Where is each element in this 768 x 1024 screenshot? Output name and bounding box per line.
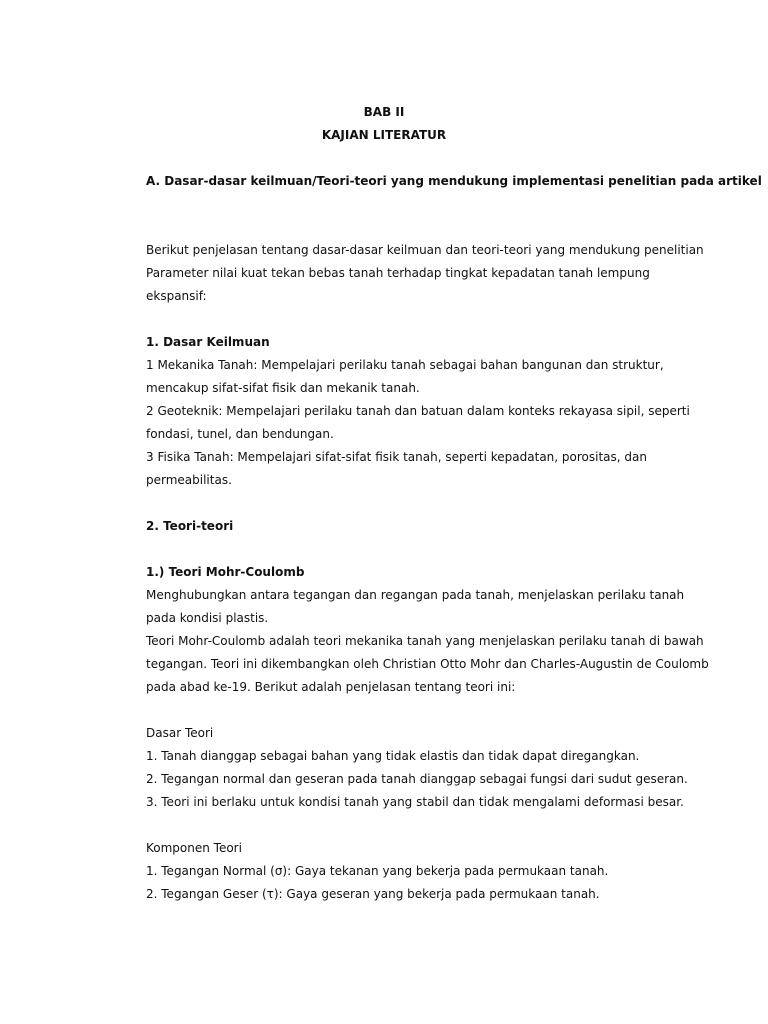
dasar-line-3: 2 Geoteknik: Mempelajari perilaku tanah dan batuan dalam konteks rekayasa sipil, seperti (146, 404, 690, 418)
dasar-teori-item-3: 3. Teori ini berlaku untuk kondisi tanah yang stabil dan tidak mengalami deformasi besar. (146, 795, 684, 809)
chapter-heading: BAB II (363, 105, 405, 119)
dasar-teori-title: Dasar Teori (146, 726, 214, 740)
chapter-title: KAJIAN LITERATUR (321, 128, 447, 142)
mohr-line-3: Teori Mohr-Coulomb adalah teori mekanika tanah yang menjelaskan perilaku tanah di bawah (146, 634, 704, 648)
dasar-line-5: 3 Fisika Tanah: Mempelajari sifat-sifat fisik tanah, seperti kepadatan, porositas, dan (146, 450, 647, 464)
komponen-item-2: 2. Tegangan Geser (τ): Gaya geseran yang bekerja pada permukaan tanah. (146, 887, 600, 901)
komponen-teori-title: Komponen Teori (146, 841, 242, 855)
dasar-line-6: permeabilitas. (146, 473, 232, 487)
heading-teori-teori: 2. Teori-teori (146, 519, 234, 533)
mohr-line-4: tegangan. Teori ini dikembangkan oleh Christian Otto Mohr dan Charles-Augustin de Coulomb (146, 657, 709, 671)
dasar-line-1: 1 Mekanika Tanah: Mempelajari perilaku tanah sebagai bahan bangunan dan struktur, (146, 358, 664, 372)
heading-dasar-keilmuan: 1. Dasar Keilmuan (146, 335, 270, 349)
dasar-line-4: fondasi, tunel, dan bendungan. (146, 427, 334, 441)
dasar-line-2: mencakup sifat-sifat fisik dan mekanik tanah. (146, 381, 420, 395)
mohr-line-5: pada abad ke-19. Berikut adalah penjelasan tentang teori ini: (146, 680, 516, 694)
mohr-line-2: pada kondisi plastis. (146, 611, 269, 625)
intro-line-2: Parameter nilai kuat tekan bebas tanah terhadap tingkat kepadatan tanah lempung (146, 266, 650, 280)
section-a-heading: A. Dasar-dasar keilmuan/Teori-teori yang mendukung implementasi penelitian pada artikel (146, 174, 762, 188)
dasar-teori-item-1: 1. Tanah dianggap sebagai bahan yang tidak elastis dan tidak dapat diregangkan. (146, 749, 640, 763)
komponen-item-1: 1. Tegangan Normal (σ): Gaya tekanan yang bekerja pada permukaan tanah. (146, 864, 609, 878)
intro-line-3: ekspansif: (146, 289, 207, 303)
heading-mohr-coulomb: 1.) Teori Mohr-Coulomb (146, 565, 305, 579)
dasar-teori-item-2: 2. Tegangan normal dan geseran pada tanah dianggap sebagai fungsi dari sudut geseran. (146, 772, 688, 786)
mohr-line-1: Menghubungkan antara tegangan dan regangan pada tanah, menjelaskan perilaku tanah (146, 588, 685, 602)
intro-line-1: Berikut penjelasan tentang dasar-dasar keilmuan dan teori-teori yang mendukung penelitian (146, 243, 704, 257)
